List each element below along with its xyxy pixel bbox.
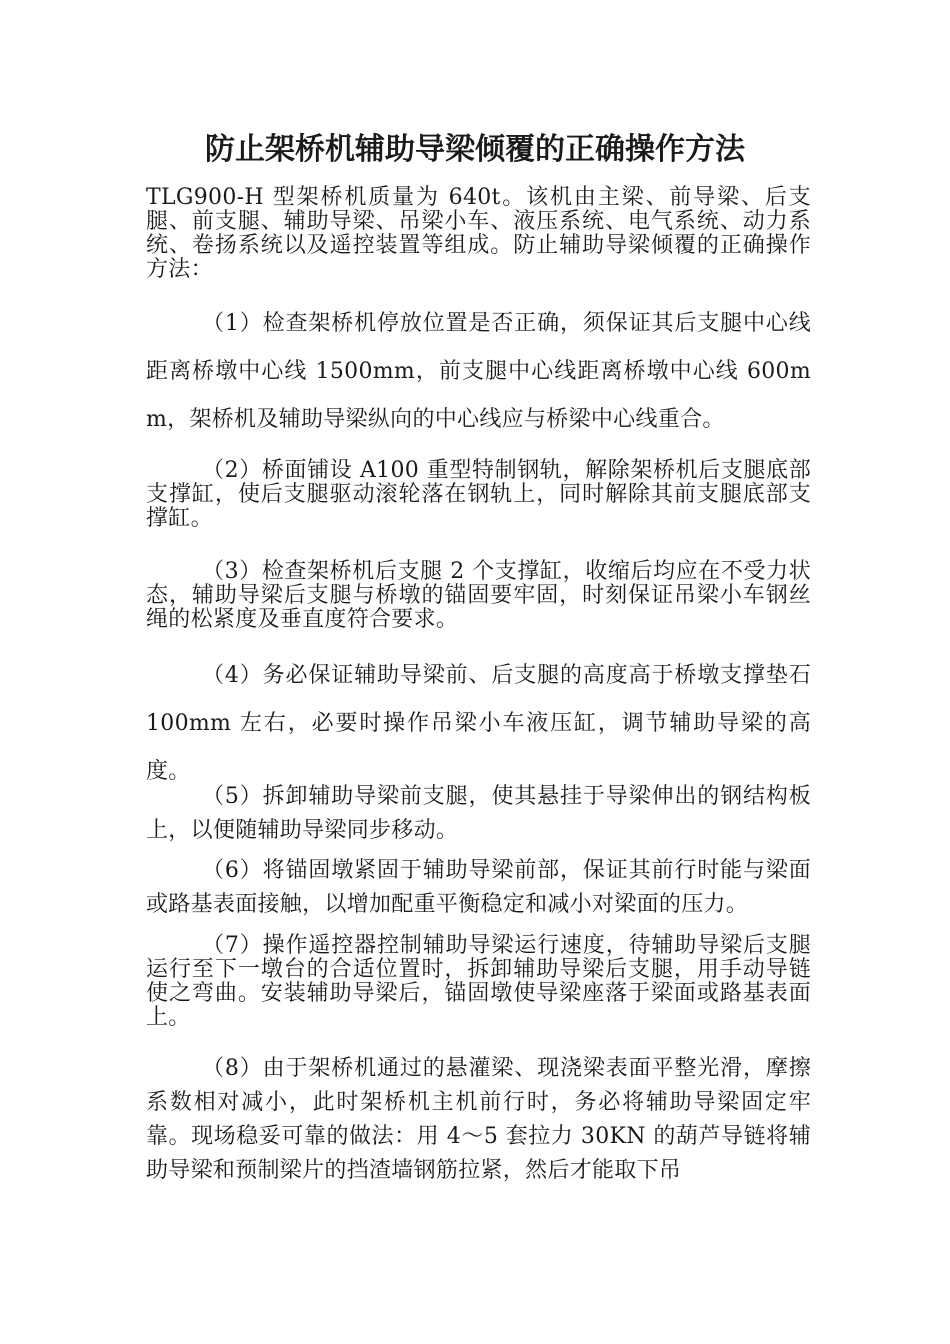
paragraph-item-3: （3）检查架桥机后支腿 2 个支撑缸，收缩后均应在不受力状态，辅助导梁后支腿与桥墩的锚固要牢固，时刻保证吊梁小车钢丝绳的松紧度及垂直度符合要求。 [146, 559, 811, 632]
document-title: 防止架桥机辅助导梁倾覆的正确操作方法 [205, 132, 745, 167]
paragraph-item-8: （8）由于架桥机通过的悬灌梁、现浇梁表面平整光滑，摩擦系数相对减小，此时架桥机主机前行时，务必将辅助导梁固定牢靠。现场稳妥可靠的做法：用 4～5 套拉力 30KN 的葫芦导链将辅助导梁和预制梁片的挡渣墙钢筋拉紧，然后才能取下吊 [146, 1056, 811, 1183]
paragraph-item-6: （6）将锚固墩紧固于辅助导梁前部，保证其前行时能与梁面或路基表面接触，以增加配重平衡稳定和减小对梁面的压力。 [146, 858, 811, 917]
paragraph-item-5: （5）拆卸辅助导梁前支腿，使其悬挂于导梁伸出的钢结构板上，以便随辅助导梁同步移动。 [146, 784, 811, 843]
intro-paragraph: TLG900-H 型架桥机质量为 640t。该机由主梁、前导梁、后支腿、前支腿、辅助导梁、吊梁小车、液压系统、电气系统、动力系统、卷扬系统以及遥控装置等组成。防止辅助导梁倾覆的正确操作方法： [146, 185, 811, 282]
paragraph-item-1: （1）检查架桥机停放位置是否正确，须保证其后支腿中心线距离桥墩中心线 1500mm，前支腿中心线距离桥墩中心线 600mm，架桥机及辅助导梁纵向的中心线应与桥梁中心线重合。 [146, 311, 811, 432]
paragraph-item-4: （4）务必保证辅助导梁前、后支腿的高度高于桥墩支撑垫石 100mm 左右，必要时操作吊梁小车液压缸，调节辅助导梁的高度。 [146, 663, 811, 784]
paragraph-item-2: （2）桥面铺设 A100 重型特制钢轨，解除架桥机后支腿底部支撑缸，使后支腿驱动滚轮落在钢轨上，同时解除其前支腿底部支撑缸。 [146, 458, 811, 531]
paragraph-item-7: （7）操作遥控器控制辅助导梁运行速度，待辅助导梁后支腿运行至下一墩台的合适位置时，拆卸辅助导梁后支腿，用手动导链使之弯曲。安装辅助导梁后，锚固墩使导梁座落于梁面或路基表面上。 [146, 933, 811, 1030]
